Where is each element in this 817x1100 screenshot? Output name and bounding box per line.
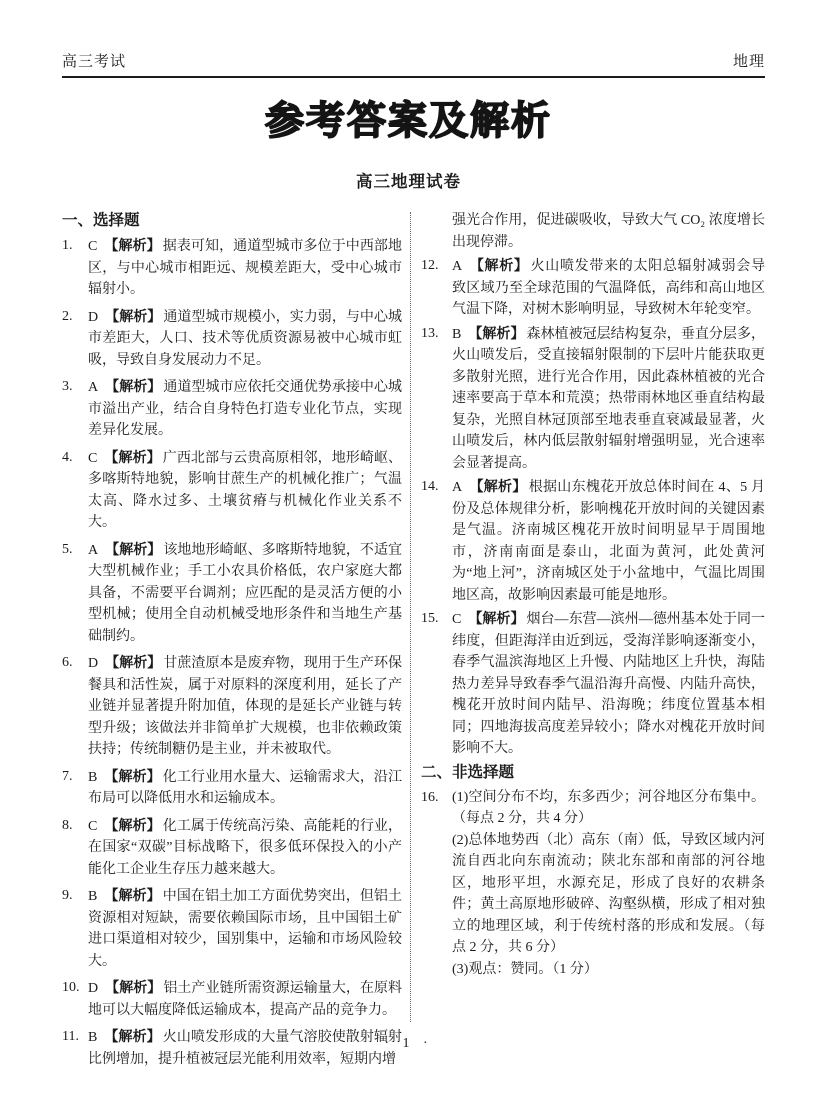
answer-letter: D: [88, 981, 99, 996]
analysis-text: 广西北部与云贵高原相邻，地形崎岖、多喀斯特地貌，影响甘蔗生产的机械化推广；气温太高、降水过多、土壤贫瘠与机械化作业关系不大。: [88, 450, 403, 530]
answer-body: [452, 255, 765, 321]
answer-body: [452, 608, 765, 760]
question-number: 13.: [421, 325, 439, 341]
answer-item-16: [421, 787, 765, 981]
section-heading-non-choice: 二、非选择题: [421, 763, 515, 781]
analysis-tag: 【解析】: [104, 816, 161, 833]
answer-item-10: [62, 977, 402, 1021]
analysis-text: 化工属于传统高污染、高能耗的行业，在国家“双碳”目标战略下，很多低环保投入的小产能化工企业生存压力越来越大。: [88, 818, 403, 877]
analysis-text: 中国在铝土加工方面优势突出，但铝土资源相对短缺，需要依赖国际市场，且中国铝土矿进口渠道相对较少，国别集中，运输和市场风险较大。: [88, 889, 403, 969]
question-number: 7.: [62, 768, 73, 784]
question-number: 9.: [62, 888, 73, 903]
answer-item-4: [62, 447, 402, 534]
analysis-text: 通道型城市规模小，实力弱，与中心城市差距大，人口、技术等优质资源易被中心城市虹吸，导致自身发展动力不足。: [88, 309, 403, 368]
analysis-text: 火山喷发形成的大量气溶胶使散射辐射比例增加，提升植被冠层光能利用效率，短期内增: [88, 1030, 403, 1067]
answer-letter: D: [88, 309, 99, 325]
question-number: 14.: [421, 479, 439, 494]
analysis-text: 该地地形崎岖、多喀斯特地貌，不适宜大型机械作业；手工小农具价格低，农户家庭大都具备，不需要平台调剂；应匹配的是灵活方便的小型机械；使用全自动机械受地形条件和当地生产基础制约。: [88, 542, 403, 644]
answer-item-12: [421, 255, 765, 321]
analysis-text: 根据山东槐花开放总体时间在 4、5 月份及总体规律分析，影响槐花开放时间的关键因素是气温。济南城区槐花开放时间明显早于周围地市，济南南面是泰山，北面为黄河，此处黄河为“地上河”，济南城区处于小盆地中，气温比周围地区高，故影响因素最可能是地形。: [452, 480, 765, 603]
analysis-tag: 【解析】: [105, 307, 162, 324]
answer-letter: C: [88, 239, 98, 254]
analysis-text: 化工行业用水量大、运输需求大，沿江布局可以降低用水和运输成本。: [88, 769, 403, 806]
answer-letter: A: [452, 259, 463, 274]
section-heading-choice: 一、选择题: [62, 212, 140, 229]
analysis-text: 通道型城市应依托交通优势承接中心城市溢出产业，结合自身特色打造专业化节点，实现差异化发展。: [88, 380, 403, 438]
analysis-tag: 【解析】: [104, 1028, 161, 1044]
question-number: 1.: [62, 238, 73, 253]
answer-letter: C: [452, 612, 462, 627]
analysis-text: 火山喷发带来的太阳总辐射减弱会导致区域乃至全球范围的气温降低，高纬和高山地区气温下降，对树木影响明显，导致树木年轮变窄。: [452, 259, 765, 317]
question-number: 4.: [62, 449, 73, 465]
answer-content: [62, 210, 765, 1075]
answer-item-2: [62, 306, 402, 372]
answer-body: [452, 787, 765, 981]
answer-letter: B: [88, 769, 98, 785]
analysis-continuation: 强光合作用，促进碳吸收，导致大气 CO₂ 浓度增长出现停滞。: [452, 213, 765, 250]
answer-item-1: [62, 235, 402, 301]
answer-letter: B: [88, 1030, 98, 1045]
analysis-tag: 【解析】: [468, 324, 525, 341]
question-number: 5.: [62, 541, 73, 557]
question-number: 6.: [62, 655, 73, 670]
question-number: 16.: [421, 789, 439, 805]
answer-part-2: (2)总体地势西（北）高东（南）低，导致区域内河流自西北向东南流动；陕北东部和南部的河谷地区，地形平坦，水源充足，形成了良好的农耕条件；黄土高原地形破碎、沟壑纵横，形成了相对独立的地理区域，利于传统村落的形成和发展。（每点 2 分，共 6 分）: [452, 832, 765, 955]
answer-body: [88, 235, 402, 301]
question-number: 11.: [62, 1029, 79, 1044]
answer-letter: D: [88, 656, 99, 671]
analysis-tag: 【解析】: [105, 979, 162, 995]
answer-item-7: [62, 766, 402, 810]
paper-subtitle: 高三地理试卷: [356, 173, 461, 191]
question-number: 8.: [62, 817, 73, 833]
question-number: 10.: [62, 980, 80, 995]
answer-item-6: [62, 652, 402, 761]
answer-body: [88, 815, 402, 881]
analysis-tag: 【解析】: [104, 448, 161, 465]
answer-item-3: [62, 376, 402, 442]
analysis-tag: 【解析】: [105, 540, 162, 557]
left-column: [62, 210, 402, 1075]
answer-item-15: [421, 608, 765, 760]
answer-body: [88, 977, 402, 1021]
answer-body: [88, 376, 402, 442]
answer-part-3: (3)观点：赞同。（1 分）: [452, 961, 598, 977]
answer-part-1: (1)空间分布不均，东多西少；河谷地区分布集中。（每点 2 分，共 4 分）: [452, 789, 765, 826]
analysis-tag: 【解析】: [468, 610, 525, 626]
question-number: 2.: [62, 308, 73, 324]
question-number: 15.: [421, 611, 439, 626]
analysis-tag: 【解析】: [469, 478, 527, 494]
analysis-tag: 【解析】: [104, 237, 161, 253]
answer-body: [88, 885, 402, 972]
answer-item-9: [62, 885, 402, 972]
answer-item-13: [421, 323, 765, 475]
answer-letter: C: [88, 450, 98, 466]
page-title: 参考答案及解析: [264, 100, 552, 143]
answer-body: [88, 766, 402, 810]
analysis-tag: 【解析】: [104, 887, 161, 903]
answer-body: [88, 539, 402, 648]
column-divider: [410, 212, 411, 1022]
answer-letter: B: [452, 326, 462, 342]
analysis-text: 甘蔗渣原本是废弃物，现用于生产环保餐具和活性炭，属于对原料的深度利用，延长了产业链并显著提升附加值，体现的是延长产业链与转型升级；该做法并非简单扩大规模，也非依赖政策扶持；传统制糖仍是主业，并未被取代。: [88, 656, 403, 757]
answer-letter: A: [88, 380, 99, 395]
header-exam-name: 高三考试: [62, 54, 127, 70]
answer-body: [88, 306, 402, 372]
answer-body: [88, 447, 402, 534]
analysis-text: 铝土产业链所需资源运输量大，在原料地可以大幅度降低运输成本，提高产品的竞争力。: [88, 981, 403, 1018]
analysis-text: 据表可知，通道型城市多位于中西部地区，与中心城市相距远、规模差距大，受中心城市辐射小。: [88, 239, 403, 297]
analysis-text: 烟台—东营—滨州—德州基本处于同一纬度，但距海洋由近到远，受海洋影响逐渐变小，春季气温滨海地区上升慢、内陆地区上升快，海陆热力差异导致春季气温沿海升高慢、内陆升高快，槐花开放时间内陆早、沿海晚；纬度位置基本相同；四地海拔高度差异较小；降水对槐花开放时间影响不大。: [452, 612, 765, 756]
answer-body: [452, 476, 765, 606]
page-header: [62, 50, 765, 78]
answer-body: [452, 323, 765, 475]
answer-letter: A: [88, 542, 99, 558]
analysis-tag: 【解析】: [105, 654, 162, 670]
question-number: 12.: [421, 258, 439, 273]
answer-letter: A: [452, 480, 463, 495]
question-number: 3.: [62, 379, 73, 394]
analysis-tag: 【解析】: [469, 257, 529, 273]
page-number: · 1 ·: [384, 1036, 433, 1051]
answer-letter: B: [88, 889, 98, 904]
answer-item-14: [421, 476, 765, 606]
answer-item-5: [62, 539, 402, 648]
analysis-tag: 【解析】: [104, 767, 161, 784]
header-subject-name: 地理: [732, 54, 765, 70]
answer-item-8: [62, 815, 402, 881]
analysis-tag: 【解析】: [105, 378, 162, 394]
right-column: [421, 210, 765, 1075]
answer-letter: C: [88, 818, 98, 834]
answer-body: [88, 652, 402, 761]
analysis-text: 森林植被冠层结构复杂，垂直分层多，火山喷发后，受直接辐射限制的下层叶片能获取更多散射光照，进行光合作用，因此森林植被的光合速率要高于草本和荒漠；热带雨林地区垂直结构最复杂，光照自林冠顶部至地表垂直衰减最显著，火山喷发后，林内低层散射辐射增强明显，光合速率会显著提高。: [452, 326, 765, 471]
